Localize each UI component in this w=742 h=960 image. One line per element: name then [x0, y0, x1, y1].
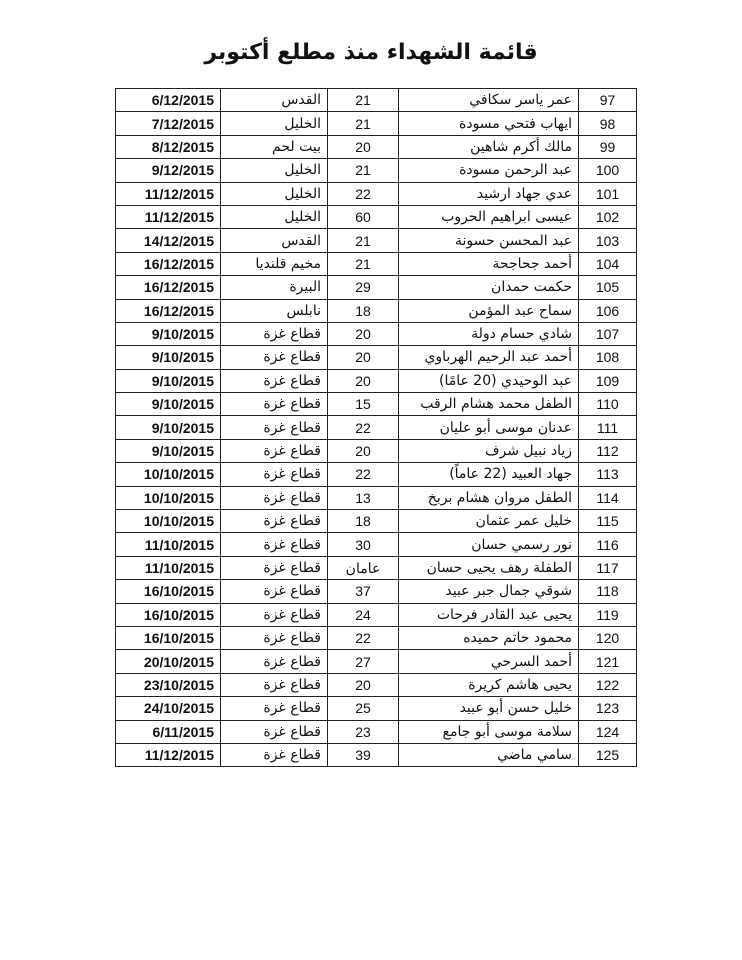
name-cell: جهاد العبيد (22 عاماً)	[399, 463, 579, 486]
table-row	[116, 416, 637, 439]
age-cell: 20	[328, 439, 399, 462]
number-cell: 118	[579, 580, 637, 603]
number-cell: 115	[579, 510, 637, 533]
age-cell: 20	[328, 369, 399, 392]
place-cell: قطاع غزة	[221, 486, 328, 509]
name-cell: عدنان موسى أبو عليان	[399, 416, 579, 439]
number-cell: 121	[579, 650, 637, 673]
place-cell: قطاع غزة	[221, 439, 328, 462]
number-cell: 103	[579, 229, 637, 252]
number-cell: 123	[579, 697, 637, 720]
table-row	[116, 112, 637, 135]
table-row	[116, 650, 637, 673]
table-row	[116, 135, 637, 158]
table-row	[116, 439, 637, 462]
name-cell: عبد الرحمن مسودة	[399, 159, 579, 182]
table-row	[116, 603, 637, 626]
table-row	[116, 299, 637, 322]
table-row	[116, 720, 637, 743]
age-cell: 25	[328, 697, 399, 720]
table-row	[116, 205, 637, 228]
age-cell: 20	[328, 135, 399, 158]
age-cell: 20	[328, 322, 399, 345]
age-cell: 18	[328, 299, 399, 322]
date-cell: 11/12/2015	[116, 182, 221, 205]
date-cell: 9/10/2015	[116, 416, 221, 439]
number-cell: 106	[579, 299, 637, 322]
place-cell: قطاع غزة	[221, 416, 328, 439]
number-cell: 113	[579, 463, 637, 486]
age-cell: 20	[328, 673, 399, 696]
name-cell: شوقي جمال جبر عبيد	[399, 580, 579, 603]
place-cell: قطاع غزة	[221, 650, 328, 673]
age-cell: 30	[328, 533, 399, 556]
age-cell: 21	[328, 229, 399, 252]
place-cell: الخليل	[221, 205, 328, 228]
date-cell: 10/10/2015	[116, 486, 221, 509]
date-cell: 10/10/2015	[116, 510, 221, 533]
date-cell: 16/10/2015	[116, 603, 221, 626]
date-cell: 9/10/2015	[116, 369, 221, 392]
age-cell: 60	[328, 205, 399, 228]
table-row	[116, 89, 637, 112]
table-row	[116, 510, 637, 533]
age-cell: 37	[328, 580, 399, 603]
name-cell: محمود حاتم حميده	[399, 626, 579, 649]
number-cell: 120	[579, 626, 637, 649]
date-cell: 24/10/2015	[116, 697, 221, 720]
age-cell: 22	[328, 626, 399, 649]
place-cell: قطاع غزة	[221, 322, 328, 345]
age-cell: 21	[328, 112, 399, 135]
age-cell: 27	[328, 650, 399, 673]
date-cell: 9/10/2015	[116, 439, 221, 462]
number-cell: 109	[579, 369, 637, 392]
number-cell: 98	[579, 112, 637, 135]
name-cell: أحمد السرحي	[399, 650, 579, 673]
table-row	[116, 486, 637, 509]
table-row	[116, 159, 637, 182]
age-cell: 13	[328, 486, 399, 509]
number-cell: 105	[579, 276, 637, 299]
date-cell: 9/10/2015	[116, 393, 221, 416]
place-cell: قطاع غزة	[221, 393, 328, 416]
name-cell: حكمت حمدان	[399, 276, 579, 299]
place-cell: قطاع غزة	[221, 720, 328, 743]
table-row	[116, 673, 637, 696]
age-cell: 21	[328, 159, 399, 182]
date-cell: 16/12/2015	[116, 276, 221, 299]
date-cell: 11/12/2015	[116, 205, 221, 228]
name-cell: خليل حسن أبو عبيد	[399, 697, 579, 720]
date-cell: 14/12/2015	[116, 229, 221, 252]
number-cell: 104	[579, 252, 637, 275]
number-cell: 124	[579, 720, 637, 743]
name-cell: عبد المحسن حسونة	[399, 229, 579, 252]
name-cell: يحيى هاشم كريرة	[399, 673, 579, 696]
age-cell: 22	[328, 416, 399, 439]
number-cell: 102	[579, 205, 637, 228]
name-cell: الطفل محمد هشام الرقب	[399, 393, 579, 416]
age-cell: 20	[328, 346, 399, 369]
date-cell: 16/10/2015	[116, 626, 221, 649]
table-row	[116, 229, 637, 252]
name-cell: زياد نبيل شرف	[399, 439, 579, 462]
name-cell: ايهاب فتحي مسودة	[399, 112, 579, 135]
place-cell: قطاع غزة	[221, 556, 328, 579]
table-row	[116, 322, 637, 345]
martyrs-table	[115, 88, 637, 767]
number-cell: 99	[579, 135, 637, 158]
table-row	[116, 346, 637, 369]
name-cell: شادي حسام دولة	[399, 322, 579, 345]
place-cell: قطاع غزة	[221, 603, 328, 626]
age-cell: 22	[328, 182, 399, 205]
name-cell: عبد الوحيدي (20 عامًا)	[399, 369, 579, 392]
number-cell: 114	[579, 486, 637, 509]
page-title: قائمة الشهداء منذ مطلع أكتوبر	[204, 40, 538, 65]
name-cell: عمر ياسر سكافي	[399, 89, 579, 112]
number-cell: 100	[579, 159, 637, 182]
age-cell: 15	[328, 393, 399, 416]
name-cell: سلامة موسى أبو جامع	[399, 720, 579, 743]
number-cell: 107	[579, 322, 637, 345]
place-cell: قطاع غزة	[221, 463, 328, 486]
date-cell: 16/10/2015	[116, 580, 221, 603]
name-cell: الطفل مروان هشام بربخ	[399, 486, 579, 509]
date-cell: 9/10/2015	[116, 322, 221, 345]
date-cell: 7/12/2015	[116, 112, 221, 135]
name-cell: سماح عبد المؤمن	[399, 299, 579, 322]
place-cell: مخيم قلنديا	[221, 252, 328, 275]
date-cell: 6/12/2015	[116, 89, 221, 112]
place-cell: بيت لحم	[221, 135, 328, 158]
place-cell: قطاع غزة	[221, 626, 328, 649]
place-cell: البيرة	[221, 276, 328, 299]
date-cell: 6/11/2015	[116, 720, 221, 743]
place-cell: القدس	[221, 89, 328, 112]
name-cell: مالك أكرم شاهين	[399, 135, 579, 158]
name-cell: أحمد عبد الرحيم الهرباوي	[399, 346, 579, 369]
name-cell: خليل عمر عثمان	[399, 510, 579, 533]
number-cell: 117	[579, 556, 637, 579]
age-cell: 22	[328, 463, 399, 486]
name-cell: سامي ماضي	[399, 743, 579, 766]
age-cell: 21	[328, 252, 399, 275]
number-cell: 110	[579, 393, 637, 416]
number-cell: 116	[579, 533, 637, 556]
number-cell: 111	[579, 416, 637, 439]
age-cell: 18	[328, 510, 399, 533]
date-cell: 16/12/2015	[116, 299, 221, 322]
number-cell: 122	[579, 673, 637, 696]
date-cell: 11/10/2015	[116, 556, 221, 579]
date-cell: 11/12/2015	[116, 743, 221, 766]
number-cell: 119	[579, 603, 637, 626]
table-row	[116, 369, 637, 392]
place-cell: قطاع غزة	[221, 369, 328, 392]
date-cell: 20/10/2015	[116, 650, 221, 673]
table-row	[116, 556, 637, 579]
name-cell: عدي جهاد ارشيد	[399, 182, 579, 205]
place-cell: نابلس	[221, 299, 328, 322]
place-cell: قطاع غزة	[221, 673, 328, 696]
age-cell: 29	[328, 276, 399, 299]
number-cell: 112	[579, 439, 637, 462]
name-cell: الطفلة رهف يحيى حسان	[399, 556, 579, 579]
age-cell: 23	[328, 720, 399, 743]
place-cell: الخليل	[221, 182, 328, 205]
table-row	[116, 463, 637, 486]
place-cell: قطاع غزة	[221, 346, 328, 369]
age-cell: 24	[328, 603, 399, 626]
table-row	[116, 182, 637, 205]
place-cell: قطاع غزة	[221, 743, 328, 766]
table-row	[116, 697, 637, 720]
number-cell: 108	[579, 346, 637, 369]
name-cell: نور رسمي حسان	[399, 533, 579, 556]
age-cell: 21	[328, 89, 399, 112]
date-cell: 16/12/2015	[116, 252, 221, 275]
place-cell: الخليل	[221, 112, 328, 135]
date-cell: 10/10/2015	[116, 463, 221, 486]
number-cell: 97	[579, 89, 637, 112]
date-cell: 8/12/2015	[116, 135, 221, 158]
table-row	[116, 743, 637, 766]
age-cell: 39	[328, 743, 399, 766]
number-cell: 101	[579, 182, 637, 205]
table-row	[116, 580, 637, 603]
place-cell: القدس	[221, 229, 328, 252]
table-row	[116, 533, 637, 556]
age-cell: عامان	[328, 556, 399, 579]
date-cell: 11/10/2015	[116, 533, 221, 556]
place-cell: قطاع غزة	[221, 533, 328, 556]
table-row	[116, 626, 637, 649]
table-row	[116, 276, 637, 299]
table-row	[116, 252, 637, 275]
table-body	[116, 89, 637, 767]
date-cell: 23/10/2015	[116, 673, 221, 696]
place-cell: قطاع غزة	[221, 510, 328, 533]
place-cell: قطاع غزة	[221, 580, 328, 603]
place-cell: قطاع غزة	[221, 697, 328, 720]
date-cell: 9/10/2015	[116, 346, 221, 369]
place-cell: الخليل	[221, 159, 328, 182]
name-cell: يحيى عبد القادر فرحات	[399, 603, 579, 626]
date-cell: 9/12/2015	[116, 159, 221, 182]
name-cell: أحمد جحاجحة	[399, 252, 579, 275]
number-cell: 125	[579, 743, 637, 766]
name-cell: عيسى ابراهيم الحروب	[399, 205, 579, 228]
table-row	[116, 393, 637, 416]
